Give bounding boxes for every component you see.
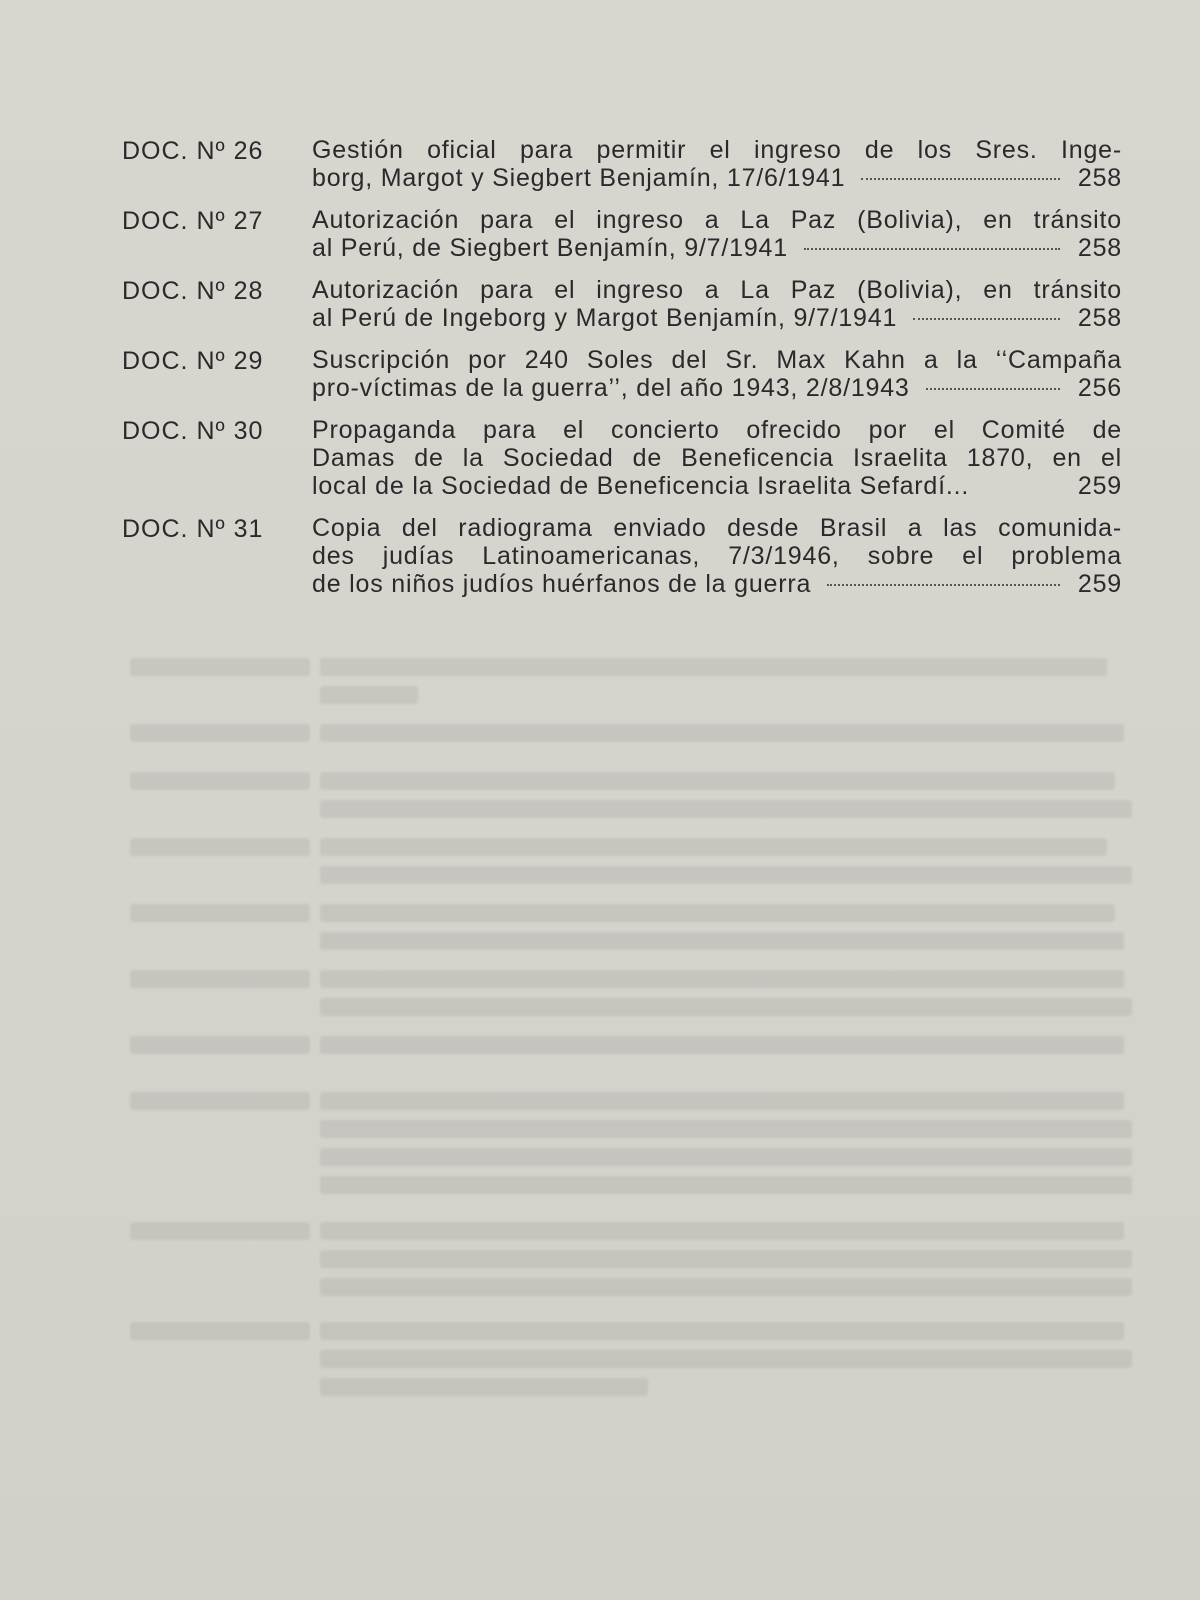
- description-line: Propaganda para el concierto ofrecido por el Comité de: [312, 416, 1122, 444]
- dot-leader: [827, 584, 1060, 586]
- page-number: 256: [1077, 374, 1122, 402]
- doc-label: DOC. Nº 31: [122, 515, 264, 543]
- toc-entry: [122, 276, 1122, 332]
- description-text: pro-víctimas de la guerra’’, del año 1943, 2/8/1943: [312, 374, 910, 402]
- doc-description: [312, 206, 1122, 262]
- description-line: Suscripción por 240 Soles del Sr. Max Kahn a la ‘‘Campaña: [312, 346, 1122, 374]
- description-text: borg, Margot y Siegbert Benjamín, 17/6/1941: [312, 164, 846, 192]
- doc-label: DOC. Nº 28: [122, 277, 264, 305]
- page-number: 259: [1077, 570, 1122, 598]
- doc-description: [312, 276, 1122, 332]
- toc-entry: [122, 514, 1122, 598]
- doc-label: DOC. Nº 29: [122, 347, 264, 375]
- toc-entry: [122, 346, 1122, 402]
- dot-leader: [977, 486, 1070, 488]
- description-last-line: [312, 472, 1122, 500]
- page-number: 258: [1077, 234, 1122, 262]
- doc-label: DOC. Nº 26: [122, 137, 264, 165]
- description-line: Autorización para el ingreso a La Paz (Bolivia), en tránsito: [312, 206, 1122, 234]
- description-line: Gestión oficial para permitir el ingreso de los Sres. Inge-: [312, 136, 1122, 164]
- dot-leader: [913, 318, 1060, 320]
- description-text: de los niños judíos huérfanos de la guerra: [312, 570, 812, 598]
- toc-entry: [122, 416, 1122, 500]
- page-number: 259: [1077, 472, 1122, 500]
- dot-leader: [926, 388, 1060, 390]
- toc-entry: [122, 206, 1122, 262]
- doc-description: [312, 136, 1122, 192]
- description-last-line: [312, 374, 1122, 402]
- doc-label: DOC. Nº 30: [122, 417, 264, 445]
- doc-description: [312, 346, 1122, 402]
- description-line: Damas de la Sociedad de Beneficencia Israelita 1870, en el: [312, 444, 1122, 472]
- doc-description: [312, 514, 1122, 598]
- show-through-texture: [130, 650, 1140, 1414]
- page-number: 258: [1077, 304, 1122, 332]
- toc-entry: [122, 136, 1122, 192]
- description-text: al Perú de Ingeborg y Margot Benjamín, 9/7/1941: [312, 304, 898, 332]
- description-last-line: [312, 570, 1122, 598]
- description-text: al Perú, de Siegbert Benjamín, 9/7/1941: [312, 234, 788, 262]
- description-last-line: [312, 234, 1122, 262]
- dot-leader: [861, 178, 1060, 180]
- description-line: Copia del radiograma enviado desde Brasil a las comunida-: [312, 514, 1122, 542]
- description-text: local de la Sociedad de Beneficencia Israelita Sefardí...: [312, 472, 970, 500]
- description-line: des judías Latinoamericanas, 7/3/1946, sobre el problema: [312, 542, 1122, 570]
- page-number: 258: [1077, 164, 1122, 192]
- description-line: Autorización para el ingreso a La Paz (Bolivia), en tránsito: [312, 276, 1122, 304]
- description-last-line: [312, 304, 1122, 332]
- dot-leader: [804, 248, 1060, 250]
- doc-label: DOC. Nº 27: [122, 207, 264, 235]
- doc-description: [312, 416, 1122, 500]
- description-last-line: [312, 164, 1122, 192]
- table-of-contents: [122, 136, 1122, 612]
